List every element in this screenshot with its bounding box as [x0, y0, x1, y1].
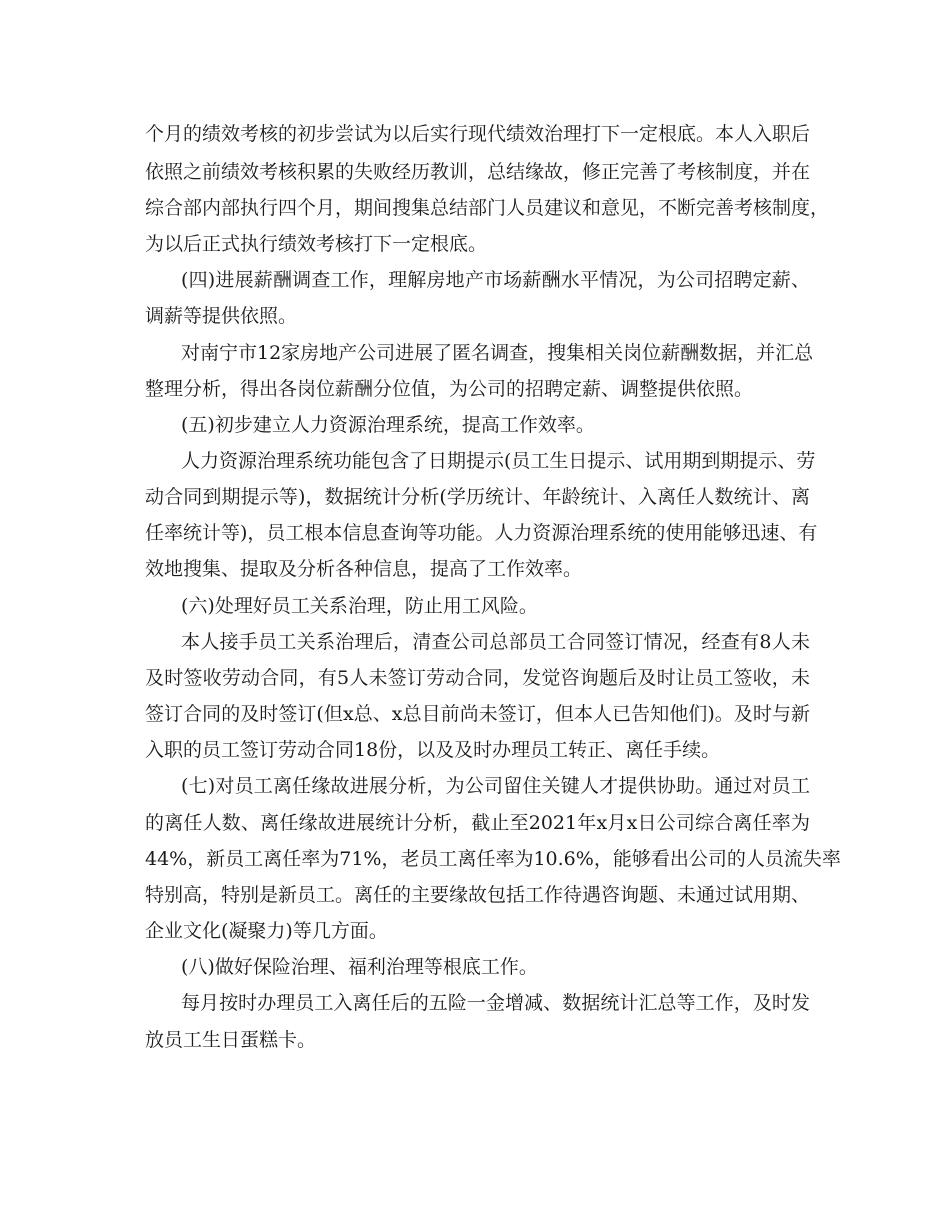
paragraph-line: 企业文化(凝聚力)等几方面。	[145, 920, 388, 942]
paragraph-line: 整理分析，得出各岗位薪酬分位值，为公司的招聘定薪、调整提供依照。	[145, 378, 754, 400]
section-heading-line: (五)初步建立人力资源治理系统，提高工作效率。	[181, 414, 595, 436]
paragraph-line: 动合同到期提示等)，数据统计分析(学历统计、年龄统计、入离任人数统计、离	[145, 486, 810, 508]
paragraph-line: 综合部内部执行四个月，期间搜集总结部门人员建议和意见，不断完善考核制度，	[145, 197, 830, 219]
section-heading-line: (四)进展薪酬调查工作，理解房地产市场薪酬水平情况，为公司招聘定薪、	[181, 269, 810, 291]
paragraph-line: 对南宁市12家房地产公司进展了匿名调查，搜集相关岗位薪酬数据，并汇总	[181, 342, 814, 364]
paragraph-line: 个月的绩效考核的初步尝试为以后实行现代绩效治理打下一定根底。本人入职后	[145, 123, 811, 145]
paragraph-line: 及时签收劳动合同，有5人未签订劳动合同，发觉咨询题后及时让员工签收，未	[145, 667, 810, 689]
paragraph-line: 签订合同的及时签订(但x总、x总目前尚未签订，但本人已告知他们)。及时与新	[145, 703, 810, 725]
paragraph-line: 人力资源治理系统功能包含了日期提示(员工生日提示、试用期到期提示、劳	[181, 450, 816, 472]
section-heading-line: (八)做好保险治理、福利治理等根底工作。	[181, 956, 538, 978]
paragraph-line: 44%，新员工离任率为71%，老员工离任率为10.6%，能够看出公司的人员流失率	[145, 848, 841, 870]
paragraph-line: 本人接手员工关系治理后，清查公司总部员工合同签订情况，经查有8人未	[181, 631, 810, 653]
paragraph-line: 特别高，特别是新员工。离任的主要缘故包括工作待遇咨询题、未通过试用期、	[145, 884, 811, 906]
paragraph-line: 任率统计等)，员工根本信息查询等功能。人力资源治理系统的使用能够迅速、有	[145, 522, 818, 544]
paragraph-line: 的离任人数、离任缘故进展统计分析，截止至2021年x月x日公司综合离任率为	[145, 812, 810, 834]
paragraph-line: 效地搜集、提取及分析各种信息，提高了工作效率。	[145, 558, 583, 580]
paragraph-line: 放员工生日蛋糕卡。	[145, 1029, 317, 1051]
paragraph-line: 入职的员工签订劳动合同18份，以及及时办理员工转正、离任手续。	[145, 739, 721, 761]
paragraph-line: 依照之前绩效考核积累的失败经历教训，总结缘故，修正完善了考核制度，并在	[145, 161, 811, 183]
paragraph-line: 为以后正式执行绩效考核打下一定根底。	[145, 233, 488, 255]
section-heading-line: 调薪等提供依照。	[145, 305, 298, 327]
section-heading-line: (七)对员工离任缘故进展分析，为公司留住关键人才提供协助。通过对员工	[181, 775, 810, 797]
paragraph-line: 每月按时办理员工入离任后的五险一金增减、数据统计汇总等工作，及时发	[181, 992, 810, 1014]
section-heading-line: (六)处理好员工关系治理，防止用工风险。	[181, 595, 538, 617]
